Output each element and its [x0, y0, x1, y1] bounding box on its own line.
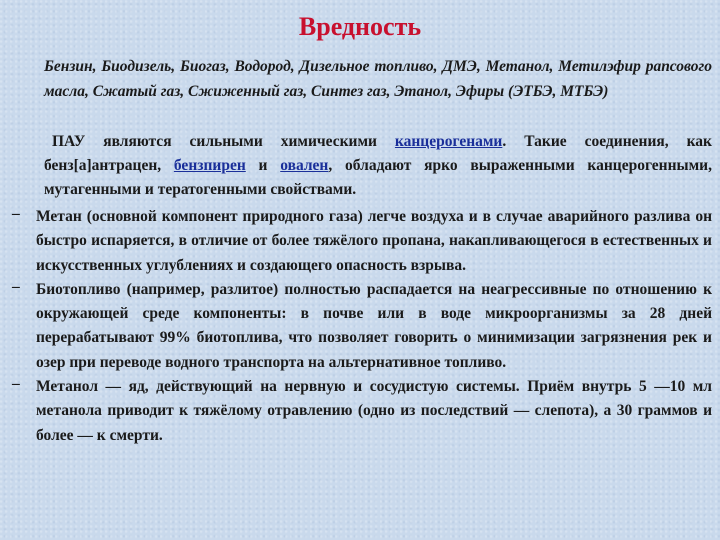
slide-title: Вредность — [298, 12, 422, 41]
pah-text-4: , обладают ярко выраженными канцерогенными, мутагенными и тератогенными свойствами. — [44, 157, 712, 198]
pah-text-2: . Такие соединения, как бенз[а]антрацен, — [44, 133, 712, 174]
biofuel-text: Биотопливо (например, разлитое) полностью распадается на неагрессивные по отношению к окружающей среде компоненты: в почве или в воде микроорганизмы за 28 дней перерабатывают 99% биотоплива, что позволяет говорить о минимизации загрязнения рек и озер при переводе водного транспорта на альтернативное топливо. — [36, 280, 712, 371]
pah-paragraph — [44, 130, 712, 202]
methane-text: Метан (основной компонент природного газа) легче воздуха и в случае аварийного разлива он быстро испаряется, в отличие от более тяжёлого пропана, накапливающегося в естественных и искусственных углублениях и создающего опасность взрыва. — [36, 208, 712, 274]
list-item — [0, 278, 720, 375]
methanol-text: Метанол — яд, действующий на нервную и сосудистую системы. Приём внутрь 5 —10 мл метанола приводит к тяжёлому отравлению (одно из последствий — слепота), а 30 граммов и более — к смерти. — [36, 378, 712, 444]
pah-text-1: ПАУ являются сильными химическими — [52, 133, 395, 150]
pah-text-3: и — [245, 157, 281, 174]
list-item — [0, 375, 720, 448]
list-item — [0, 205, 720, 278]
ovalene-link[interactable]: овален — [280, 157, 329, 174]
benzpyrene-link[interactable]: бензпирен — [173, 157, 246, 174]
dash-marker: – — [12, 375, 20, 393]
hazard-list — [0, 205, 720, 448]
dash-marker: – — [12, 205, 20, 222]
fuels-paragraph: Бензин, Биодизель, Биогаз, Водород, Дизельное топливо, ДМЭ, Метанол, Метилэфир рапсового масла, Сжатый газ, Сжиженный газ, Синтез газ, Этанол, Эфиры (ЭТБЭ, МТБЭ) — [44, 58, 712, 100]
carcinogens-link[interactable]: канцерогенами — [394, 133, 503, 150]
dash-marker: – — [12, 277, 20, 295]
